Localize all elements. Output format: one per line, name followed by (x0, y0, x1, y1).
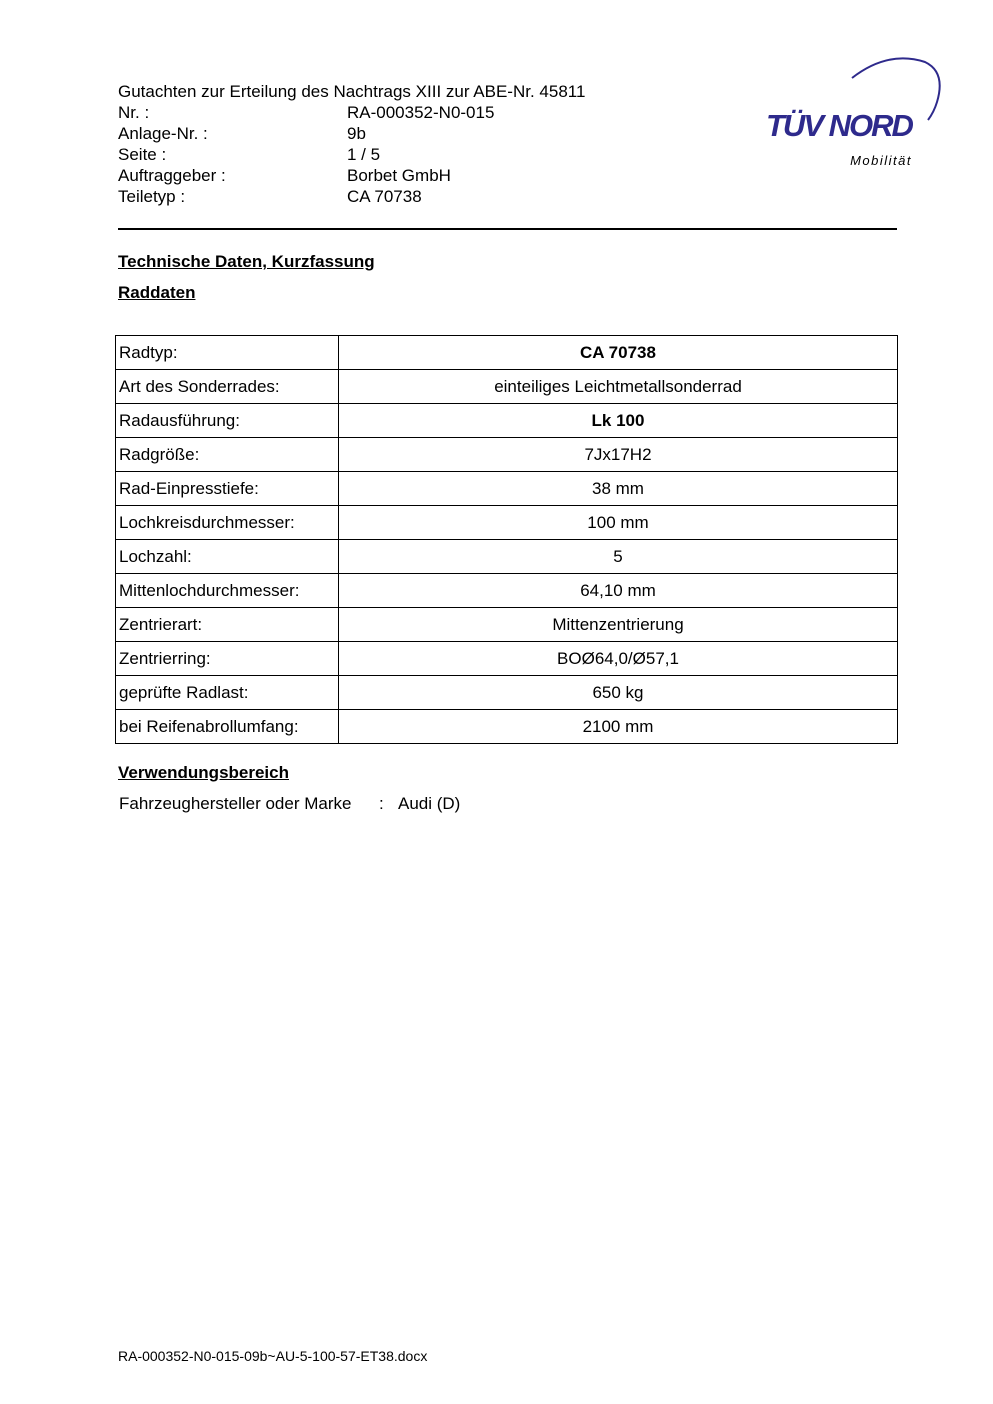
table-row (116, 710, 898, 744)
table-row (116, 370, 898, 404)
usage-row (119, 794, 460, 814)
row-value: BOØ64,0/Ø57,1 (339, 642, 898, 676)
row-label: geprüfte Radlast: (116, 676, 339, 710)
row-value: 38 mm (339, 472, 898, 506)
table-row (116, 438, 898, 472)
row-label: Mittenlochdurchmesser: (116, 574, 339, 608)
meta-label: Nr. : (118, 103, 150, 122)
row-label: Radgröße: (116, 438, 339, 472)
table-row (116, 676, 898, 710)
row-value: 64,10 mm (339, 574, 898, 608)
row-value: Lk 100 (339, 404, 898, 438)
row-label: Art des Sonderrades: (116, 370, 339, 404)
usage-label: Fahrzeughersteller oder Marke (119, 794, 352, 813)
table-row (116, 608, 898, 642)
meta-row-nr (118, 102, 678, 123)
usage-value: Audi (D) (398, 794, 461, 813)
table-row (116, 404, 898, 438)
meta-value: RA-000352-N0-015 (347, 103, 495, 122)
row-label: Zentrierart: (116, 608, 339, 642)
heading-usage: Verwendungsbereich (118, 763, 289, 782)
row-label: Lochzahl: (116, 540, 339, 574)
table-row (116, 506, 898, 540)
document-header (118, 81, 678, 207)
meta-row-auftraggeber (118, 165, 678, 186)
table-row (116, 574, 898, 608)
meta-row-teiletyp (118, 186, 678, 207)
footer-filename: RA-000352-N0-015-09b~AU-5-100-57-ET38.docx (118, 1348, 428, 1364)
row-label: Radausführung: (116, 404, 339, 438)
row-value: 5 (339, 540, 898, 574)
row-label: Radtyp: (116, 336, 339, 370)
row-label: Zentrierring: (116, 642, 339, 676)
logo-subtitle: Mobilität (850, 153, 912, 168)
heading-technical-data: Technische Daten, Kurzfassung (118, 252, 375, 271)
heading-wheel-data: Raddaten (118, 283, 196, 302)
meta-value: Borbet GmbH (347, 166, 451, 185)
row-label: Lochkreisdurchmesser: (116, 506, 339, 540)
meta-label: Auftraggeber : (118, 166, 226, 185)
row-value: 7Jx17H2 (339, 438, 898, 472)
meta-value: CA 70738 (347, 187, 422, 206)
row-label: bei Reifenabrollumfang: (116, 710, 339, 744)
usage-separator: : (379, 794, 384, 813)
logo-brand: TÜV NORD (766, 108, 912, 143)
table-row (116, 336, 898, 370)
meta-value: 9b (347, 124, 366, 143)
row-value: CA 70738 (339, 336, 898, 370)
row-label: Rad-Einpresstiefe: (116, 472, 339, 506)
tuv-nord-logo (760, 56, 945, 176)
table-row (116, 540, 898, 574)
meta-label: Anlage-Nr. : (118, 124, 208, 143)
meta-label: Seite : (118, 145, 167, 164)
wheel-data-table (115, 335, 898, 744)
table-row (116, 642, 898, 676)
row-value: einteiliges Leichtmetallsonderrad (339, 370, 898, 404)
row-value: 100 mm (339, 506, 898, 540)
table-row (116, 472, 898, 506)
row-value: 2100 mm (339, 710, 898, 744)
meta-row-anlage (118, 123, 678, 144)
row-value: 650 kg (339, 676, 898, 710)
meta-row-seite (118, 144, 678, 165)
header-title: Gutachten zur Erteilung des Nachtrags XIII zur ABE-Nr. 45811 (118, 82, 586, 101)
row-value: Mittenzentrierung (339, 608, 898, 642)
meta-label: Teiletyp : (118, 187, 186, 206)
meta-value: 1 / 5 (347, 145, 381, 164)
header-divider (118, 228, 897, 230)
